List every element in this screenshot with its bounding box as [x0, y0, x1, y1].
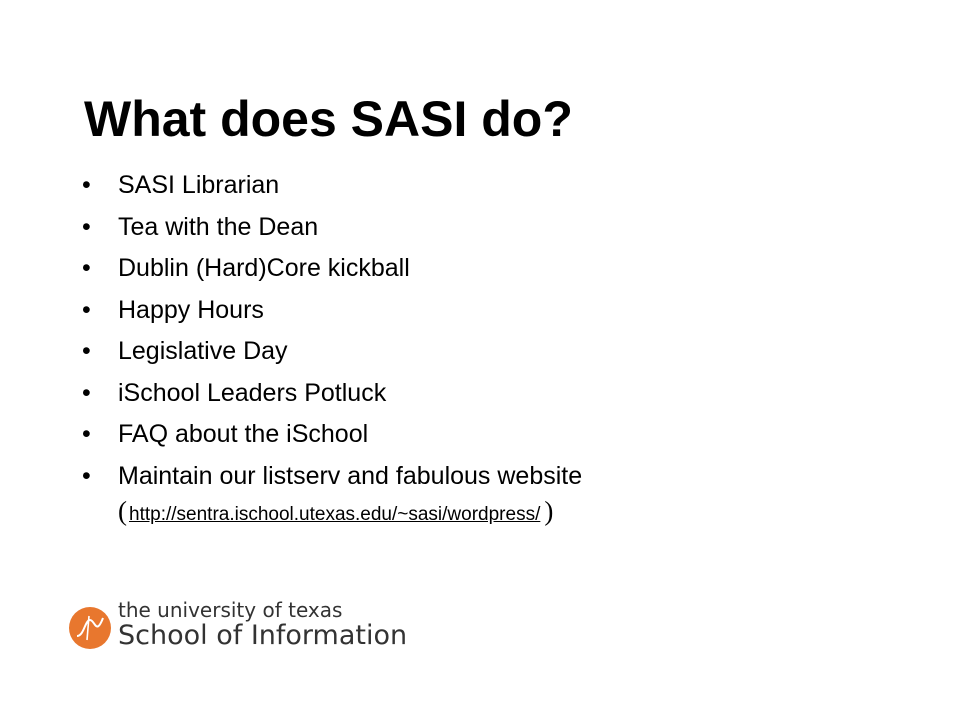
- bullet-text: Legislative Day: [118, 337, 288, 365]
- list-item: [82, 334, 842, 369]
- bullet-text: Happy Hours: [118, 295, 264, 324]
- close-paren: ): [544, 495, 554, 526]
- logo-line-university: the university of texas: [118, 598, 343, 622]
- bullet-text: FAQ about the iSchool: [118, 420, 369, 448]
- list-item: [82, 210, 842, 245]
- bullet-dot: •: [82, 378, 91, 407]
- slide-title: What does SASI do?: [84, 91, 573, 147]
- bullet-list: [82, 168, 842, 538]
- open-paren: (: [118, 495, 127, 526]
- bullet-dot: •: [82, 254, 91, 282]
- list-item: [82, 293, 842, 328]
- website-link[interactable]: http://sentra.ischool.utexas.edu/~sasi/wordpress/: [129, 503, 541, 525]
- bullet-text: iSchool Leaders Potluck: [118, 378, 387, 407]
- bullet-dot: •: [82, 337, 91, 365]
- ischool-logo-icon: [68, 606, 112, 650]
- bullet-dot: •: [82, 171, 91, 199]
- list-item: [82, 168, 842, 203]
- bullet-dot: •: [82, 295, 91, 324]
- bullet-dot: •: [82, 212, 91, 241]
- list-item: [82, 376, 842, 411]
- list-item: [82, 417, 842, 452]
- ischool-logo: [68, 598, 428, 668]
- bullet-dot: •: [82, 420, 91, 448]
- bullet-dot: •: [82, 461, 91, 490]
- list-item: [82, 251, 842, 286]
- bullet-text: Maintain our listserv and fabulous website: [118, 461, 583, 490]
- bullet-text: Tea with the Dean: [118, 212, 319, 241]
- bullet-text: Dublin (Hard)Core kickball: [118, 254, 410, 282]
- list-item: [82, 459, 842, 532]
- bullet-text: SASI Librarian: [118, 171, 280, 199]
- logo-line-school: School of Information: [118, 620, 408, 651]
